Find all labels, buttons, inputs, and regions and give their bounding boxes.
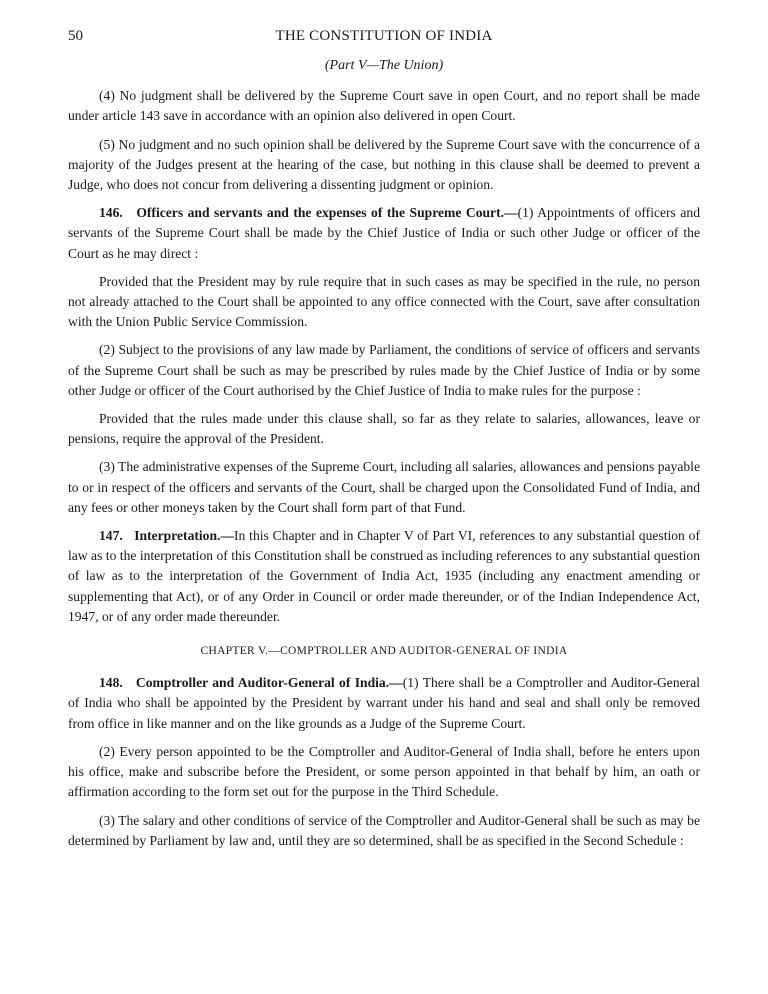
section-146-number: 146. bbox=[99, 205, 123, 221]
clause-148-2: (2) Every person appointed to be the Comptroller and Auditor-General of India shall, before he enters upon his office, make and subscribe before the President, or some person appointed in that behalf by him, an oath or affirmation according to the form set out for the purpose in the Third Schedule. bbox=[68, 743, 700, 800]
clause-148-3: (3) The salary and other conditions of service of the Comptroller and Auditor-General shall be such as may be determined by Parliament by law and, until they are so determined, shall be as specified in the Second Schedule : bbox=[68, 812, 700, 848]
clause-145-4: (4) No judgment shall be delivered by the Supreme Court save in open Court, and no report shall be made under article 143 save in accordance with an opinion also delivered in open Court. bbox=[68, 88, 700, 124]
section-148-heading: Comptroller and Auditor-General of India.— bbox=[135, 675, 403, 691]
page-header-title: THE CONSTITUTION OF INDIA bbox=[275, 28, 493, 44]
chapter-heading: CHAPTER V.—COMPTROLLER AND AUDITOR-GENERAL OF INDIA bbox=[200, 645, 568, 658]
section-148-text: (1) There shall be a Comptroller and Auditor-General of India who shall be appointed by the President by warrant under his hand and seal and shall only be removed from office in like manner and on the like grounds as a Judge of the Supreme Court. bbox=[68, 675, 701, 731]
clause-145-5: (5) No judgment and no such opinion shall be delivered by the Supreme Court save with the concurrence of a majority of the Judges present at the hearing of the case, but nothing in this clause shall be deemed to prevent a Judge, who does not concur from delivering a dissenting judgment or opinion. bbox=[68, 136, 700, 193]
running-head bbox=[68, 26, 700, 48]
section-148 bbox=[68, 673, 700, 734]
section-147-heading: Interpretation.— bbox=[134, 528, 235, 544]
document-page bbox=[68, 26, 700, 859]
clause-146-2: (2) Subject to the provisions of any law made by Parliament, the conditions of service of officers and servants of the Supreme Court shall be such as may be prescribed by rules made by the Chief Justice of India or by some other Judge or officer of the Court authorised by the Chief Justice of India to make rules for the purpose : bbox=[68, 342, 700, 398]
section-148-number: 148. bbox=[99, 675, 123, 691]
section-146 bbox=[68, 203, 700, 264]
section-147 bbox=[68, 526, 700, 627]
section-147-text: In this Chapter and in Chapter V of Part VI, references to any substantial question of law as to the interpretation of this Constitution shall be construed as including references to any substantial question of law as to the interpretation of the Government of India Act, 1935 (including any enactment amending or supplementing that Act), or of any Order in Council or order made thereunder, or of the Indian Independence Act, 1947, or of any order made thereunder. bbox=[68, 528, 700, 624]
section-146-proviso-1: Provided that the President may by rule require that in such cases as may be specified in the rule, no person not already attached to the Court shall be appointed to any office connected with the Court, save after consultation with the Union Public Service Commission. bbox=[68, 273, 700, 330]
section-146-proviso-2: Provided that the rules made under this clause shall, so far as they relate to salaries, allowances, leave or pensions, require the approval of the President. bbox=[68, 411, 700, 447]
page-number: 50 bbox=[68, 28, 83, 44]
clause-146-3: (3) The administrative expenses of the Supreme Court, including all salaries, allowances and pensions payable to or in respect of the officers and servants of the Court, shall be charged upon the Consolidated Fund of India, and any fees or other moneys taken by the Court shall form part of that Fund. bbox=[68, 459, 700, 515]
section-147-number: 147. bbox=[99, 528, 123, 544]
section-146-heading: Officers and servants and the expenses of the Supreme Court.— bbox=[136, 205, 518, 221]
part-subtitle: (Part V—The Union) bbox=[324, 58, 444, 73]
section-146-text: (1) Appointments of officers and servants of the Supreme Court shall be made by the Chief Justice of India or such other Judge or officer of the Court as he may direct : bbox=[68, 205, 700, 261]
